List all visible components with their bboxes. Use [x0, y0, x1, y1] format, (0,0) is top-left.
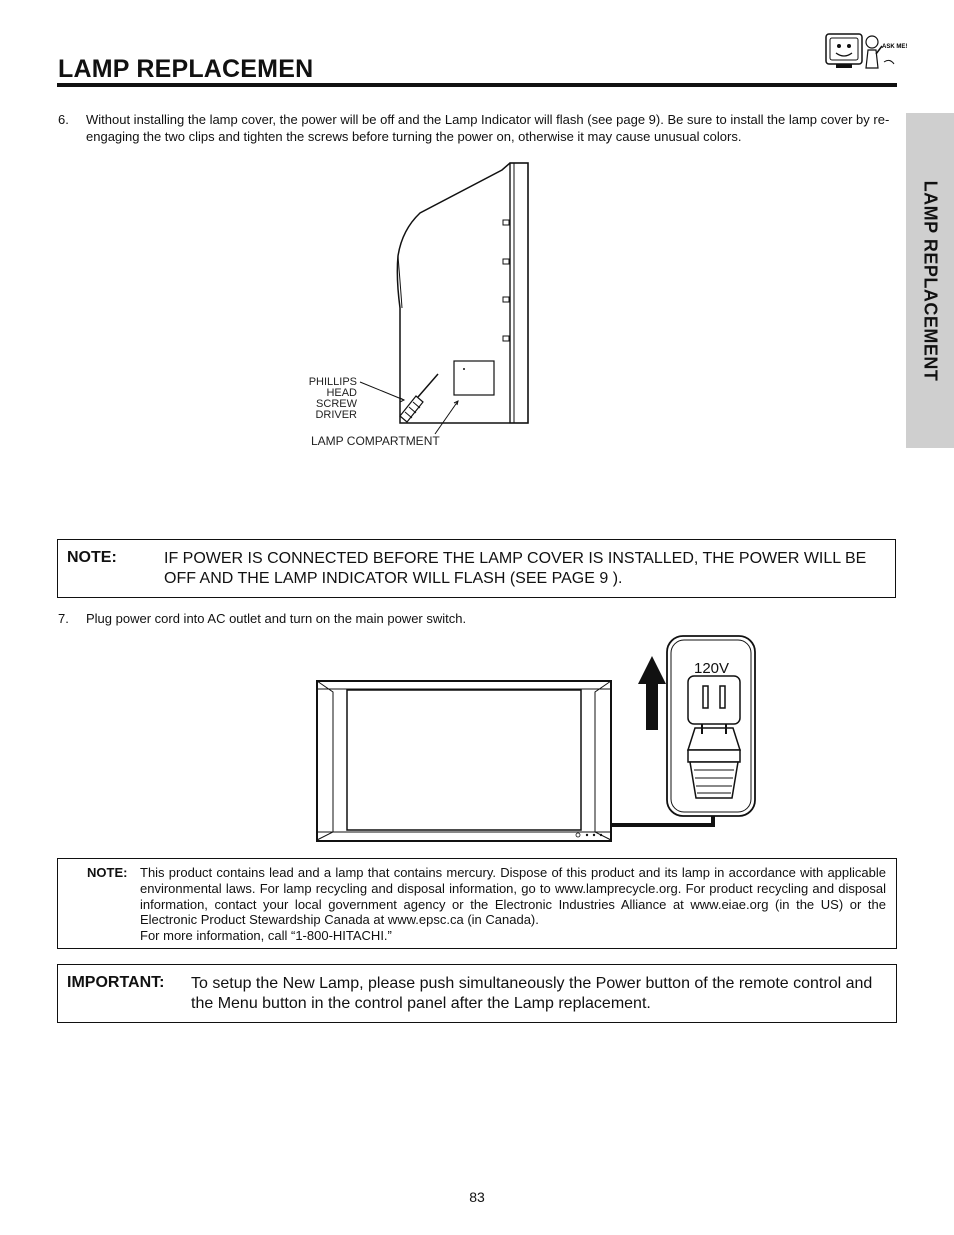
- outlet-voltage-label: 120V: [694, 660, 730, 677]
- note2-text-phone: For more information, call “1-800-HITACHI.”: [140, 928, 392, 944]
- step-6-text: Without installing the lamp cover, the power will be off and the Lamp Indicator will flash (see page 9). Be sure to install the lamp cover by re-engaging the two clips and tighten the screws before turning the power on, otherwise it may cause unusual colors.: [86, 112, 890, 144]
- step-6-number: 6.: [58, 112, 69, 127]
- title-rule: [57, 83, 897, 87]
- important-label: IMPORTANT:: [67, 974, 165, 991]
- page-number: 83: [469, 1189, 485, 1205]
- note-box-power: [57, 539, 896, 598]
- lamp-compartment: [454, 361, 494, 395]
- tv-front-icon: [317, 681, 611, 841]
- page-title: LAMP REPLACEMEN: [58, 55, 314, 83]
- power-connection-diagram: [310, 632, 760, 844]
- note-text: IF POWER IS CONNECTED BEFORE THE LAMP COVER IS INSTALLED, THE POWER WILL BE OFF AND THE LAMP INDICATOR WILL FLASH (SEE PAGE 9 ).: [164, 550, 867, 587]
- note2-text-main: This product contains lead and a lamp that contains mercury. Dispose of this product and its lamp in accordance with applicable environmental laws. For lamp recycling and disposal information, go to www.lamprecycle.org. For product recycling and disposal information, contact your local government agency or the Electronic Industries Alliance at www.eiae.org (in the US) or the Electronic Product Stewardship Canada at www.epsc.ca (in Canada).: [140, 865, 886, 928]
- ask-me-logo-icon: [824, 28, 908, 80]
- side-tab-label: LAMP REPLACEMENT: [920, 180, 941, 381]
- note2-text: [140, 865, 886, 944]
- step-7: [58, 610, 896, 628]
- logo-text: ASK ME!: [882, 44, 908, 50]
- arrow-up-icon: [638, 656, 666, 730]
- section-side-tab: [906, 113, 954, 448]
- important-text: To setup the New Lamp, please push simultaneously the Power button of the remote control and the Menu button in the control panel after the Lamp replacement.: [191, 975, 873, 1012]
- lamp-compartment-label: LAMP COMPARTMENT: [311, 434, 440, 448]
- screwdriver-label-line2: SCREW DRIVER: [315, 398, 357, 421]
- note-box-disposal: [57, 858, 897, 949]
- note-label: NOTE:: [67, 549, 117, 566]
- step-7-text: Plug power cord into AC outlet and turn on the main power switch.: [86, 611, 467, 626]
- note2-label: NOTE:: [87, 865, 128, 880]
- step-6: [58, 111, 896, 147]
- screwdriver-label: [277, 377, 357, 421]
- important-box: [57, 964, 897, 1023]
- screwdriver-label-line1: PHILLIPS HEAD: [308, 376, 357, 399]
- step-7-number: 7.: [58, 611, 69, 626]
